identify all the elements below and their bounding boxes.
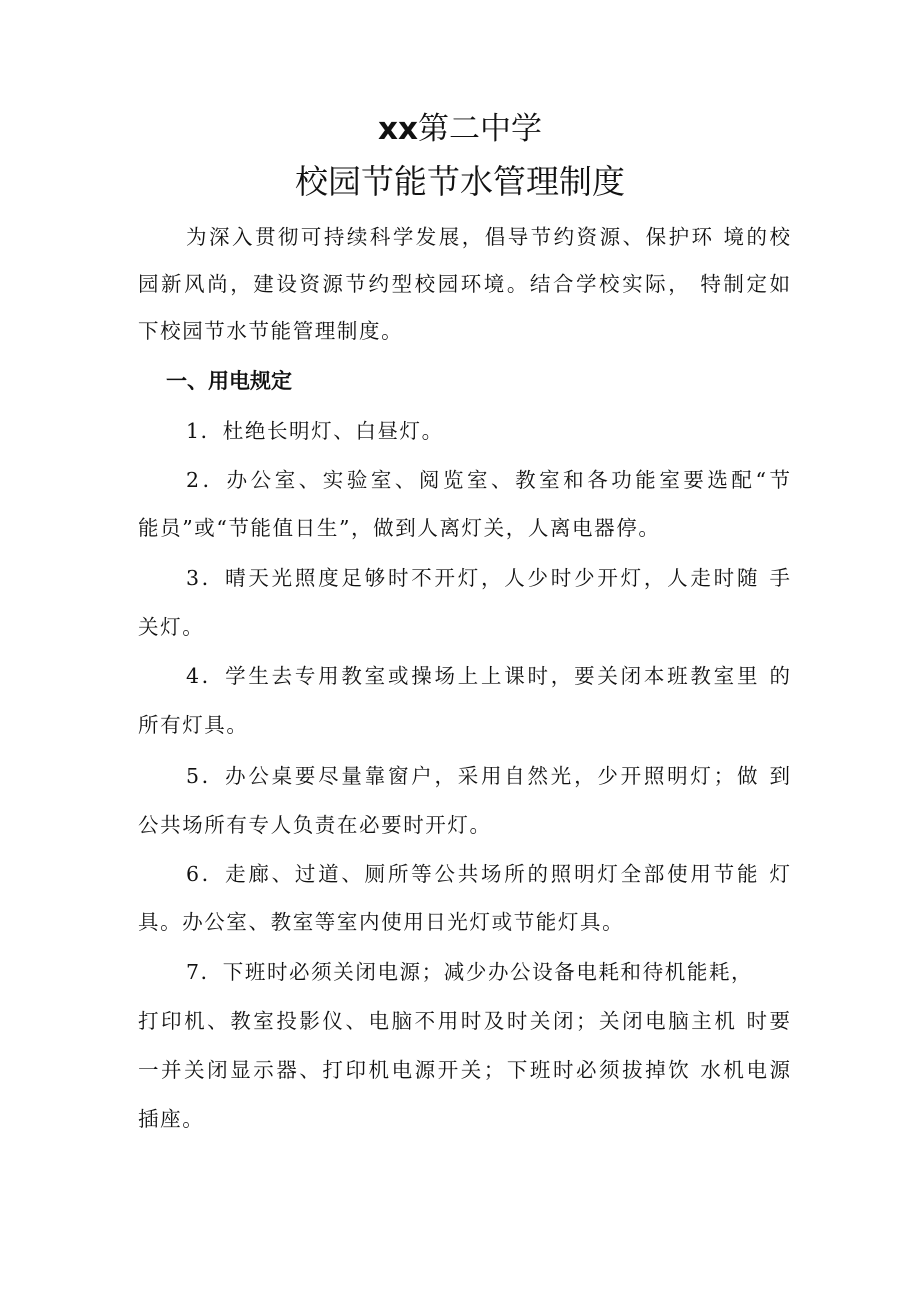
rule-line: 4．学生去专用教室或操场上上课时，要关闭本班教室里 的 — [186, 664, 790, 688]
rule-line: 1．杜绝长明灯、白昼灯。 — [186, 419, 444, 443]
rule-line: 具。办公室、教室等室内使用日光灯或节能灯具。 — [138, 910, 625, 934]
rule-line: 关灯。 — [138, 615, 205, 639]
rule-line: 所有灯具。 — [138, 713, 249, 737]
title-school-name: 第二中学 — [418, 111, 542, 147]
rule-line: 一并关闭显示器、打印机电源开关；下班时必须拔掉饮 水机电源 — [138, 1058, 790, 1082]
rule-line: 2．办公室、实验室、阅览室、教室和各功能室要选配“节 — [186, 468, 790, 492]
intro-line: 下校园节水节能管理制度。 — [138, 319, 404, 343]
document-title: 校园节能节水管理制度 — [295, 162, 625, 201]
rule-line: 5．办公桌要尽量靠窗户，采用自然光，少开照明灯；做 到 — [186, 764, 790, 788]
rule-line: 6．走廊、过道、厕所等公共场所的照明灯全部使用节能 灯 — [186, 862, 790, 886]
rule-line: 7．下班时必须关闭电源；减少办公设备电耗和待机能耗， — [186, 960, 754, 984]
rule-line: 3．晴天光照度足够时不开灯，人少时少开灯，人走时随 手 — [186, 566, 790, 590]
rule-line: 公共场所有专人负责在必要时开灯。 — [138, 813, 492, 837]
section-heading: 一、用电规定 — [166, 369, 292, 393]
title-prefix: xx — [378, 111, 418, 147]
rule-line: 插座。 — [138, 1107, 205, 1131]
intro-line: 为深入贯彻可持续科学发展，倡导节约资源、保护环 境的校 — [186, 225, 790, 249]
rule-line: 打印机、教室投影仪、电脑不用时及时关闭；关闭电脑主机 时要 — [138, 1009, 790, 1033]
document-title-school — [0, 109, 920, 149]
rule-line: 能员”或“节能值日生”，做到人离灯关，人离电器停。 — [138, 516, 661, 540]
intro-line: 园新风尚，建设资源节约型校园环境。结合学校实际， 特制定如 — [138, 272, 790, 296]
